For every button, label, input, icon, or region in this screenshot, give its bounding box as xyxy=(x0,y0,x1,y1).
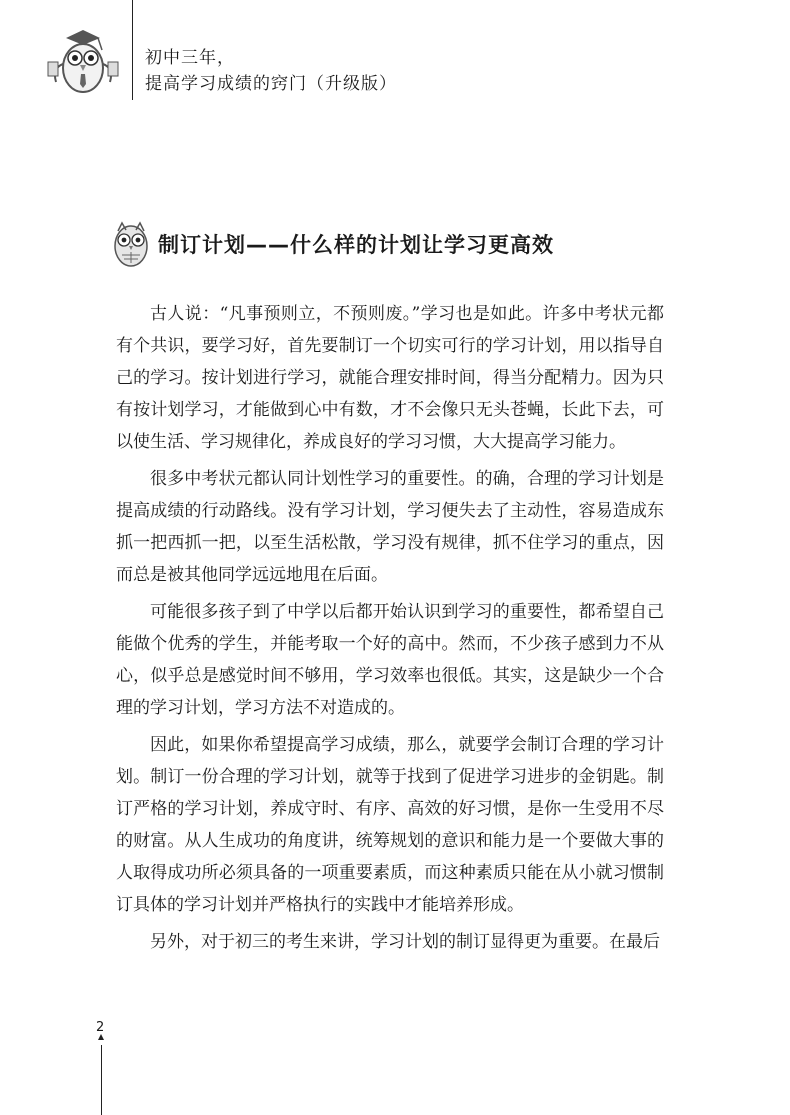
page-number: 2 xyxy=(96,1020,105,1035)
paragraph: 因此，如果你希望提高学习成绩，那么，就要学会制订合理的学习计划。制订一份合理的学习计划，就等于找到了促进学习进步的金钥匙。制订严格的学习计划，养成守时、有序、高效的好习惯，是你一生受用不尽的财富。从人生成功的角度讲，统筹规划的意识和能力是一个要做大事的人取得成功所必须具备的一项重要素质，而这种素质只能在从小就习惯制订具体的学习计划并严格执行的实践中才能培养形成。 xyxy=(116,735,664,915)
paragraph: 另外，对于初三的考生来讲，学习计划的制订显得更为重要。在最后 xyxy=(150,932,660,952)
paragraph: 很多中考状元都认同计划性学习的重要性。的确，合理的学习计划是提高成绩的行动路线。没有学习计划，学习便失去了主动性，容易造成东抓一把西抓一把，以至生活松散，学习没有规律，抓不住学习的重点，因而总是被其他同学远远地甩在后面。 xyxy=(116,469,664,585)
owl-mascot-icon xyxy=(44,24,122,96)
page-marker-triangle xyxy=(98,1034,104,1040)
header-divider-line xyxy=(132,0,133,100)
book-title-header xyxy=(145,45,397,97)
owl-icon xyxy=(112,219,150,269)
section-title: 制订计划——什么样的计划让学习更高效 xyxy=(158,233,554,257)
paragraph: 古人说：“凡事预则立，不预则废。”学习也是如此。许多中考状元都有个共识，要学习好，首先要制订一个切实可行的学习计划，用以指导自己的学习。按计划进行学习，就能合理安排时间，得当分配精力。因为只有按计划学习，才能做到心中有数，才不会像只无头苍蝇，长此下去，可以使生活、学习规律化，养成良好的学习习惯，大大提高学习能力。 xyxy=(116,304,664,452)
book-title-line-2: 提高学习成绩的窍门（升级版） xyxy=(145,74,397,94)
body-text xyxy=(116,298,664,963)
footer-divider-line xyxy=(101,1045,102,1115)
section-heading xyxy=(112,214,712,274)
paragraph: 可能很多孩子到了中学以后都开始认识到学习的重要性，都希望自己能做个优秀的学生，并能考取一个好的高中。然而，不少孩子感到力不从心，似乎总是感觉时间不够用，学习效率也很低。其实，这是缺少一个合理的学习计划，学习方法不对造成的。 xyxy=(116,602,664,718)
book-title-line-1: 初中三年， xyxy=(145,48,235,68)
